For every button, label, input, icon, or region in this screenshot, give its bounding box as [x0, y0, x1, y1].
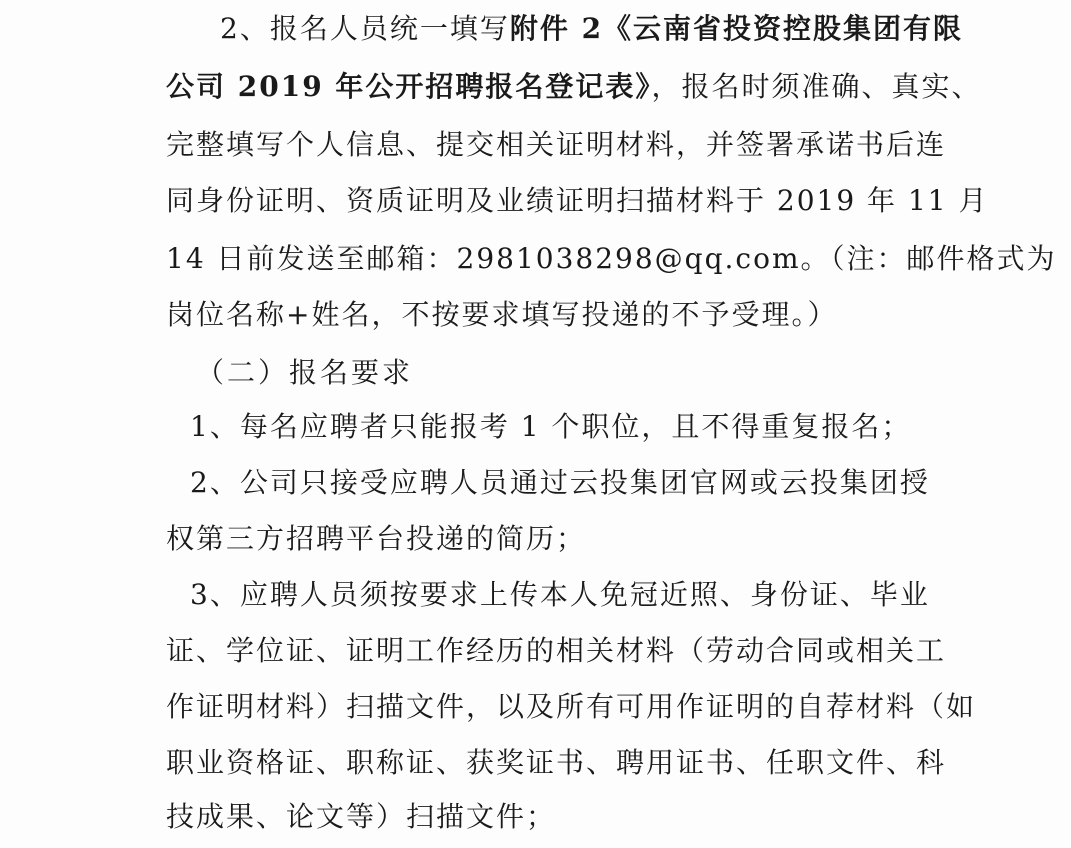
requirement-3-line-4: 职业资格证、职称证、获奖证书、聘用证书、任职文件、科	[166, 746, 947, 779]
requirement-3-line-5: 技成果、论文等）扫描文件；	[166, 800, 557, 833]
requirement-2-line-1: 2、公司只接受应聘人员通过云投集团官网或云投集团授	[190, 466, 930, 499]
requirement-2-line-2: 权第三方招聘平台投递的简历；	[166, 522, 587, 555]
requirement-3-line-2: 证、学位证、证明工作经历的相关材料（劳动合同或相关工	[166, 634, 947, 667]
section-heading: （二）报名要求	[196, 356, 414, 389]
attachment-title-part-1: 附件 2《云南省投资控股集团有限	[509, 12, 964, 45]
paragraph-2-line-3: 完整填写个人信息、提交相关证明材料，并签署承诺书后连	[166, 128, 947, 161]
paragraph-2-line-6: 岗位名称+姓名，不按要求填写投递的不予受理。）	[166, 298, 838, 331]
paragraph-2-line-1	[220, 12, 964, 46]
requirement-3-line-3: 作证明材料）扫描文件，以及所有可用作证明的自荐材料（如	[166, 690, 977, 723]
paragraph-2-line-1-prefix: 2、报名人员统一填写	[220, 12, 510, 45]
attachment-title-part-2: 公司 2019 年公开招聘报名登记表》	[166, 70, 652, 103]
paragraph-2-line-2	[166, 70, 982, 104]
requirement-3-line-1: 3、应聘人员须按要求上传本人免冠近照、身份证、毕业	[190, 578, 930, 611]
paragraph-2-line-5: 14 日前发送至邮箱：2981038298@qq.com。（注：邮件格式为	[166, 242, 1057, 275]
paragraph-2-line-4: 同身份证明、资质证明及业绩证明扫描材料于 2019 年 11 月	[166, 184, 989, 217]
paragraph-2-line-2-rest: ，报名时须准确、真实、	[651, 70, 982, 103]
requirement-1: 1、每名应聘者只能报考 1 个职位，且不得重复报名；	[190, 410, 912, 443]
